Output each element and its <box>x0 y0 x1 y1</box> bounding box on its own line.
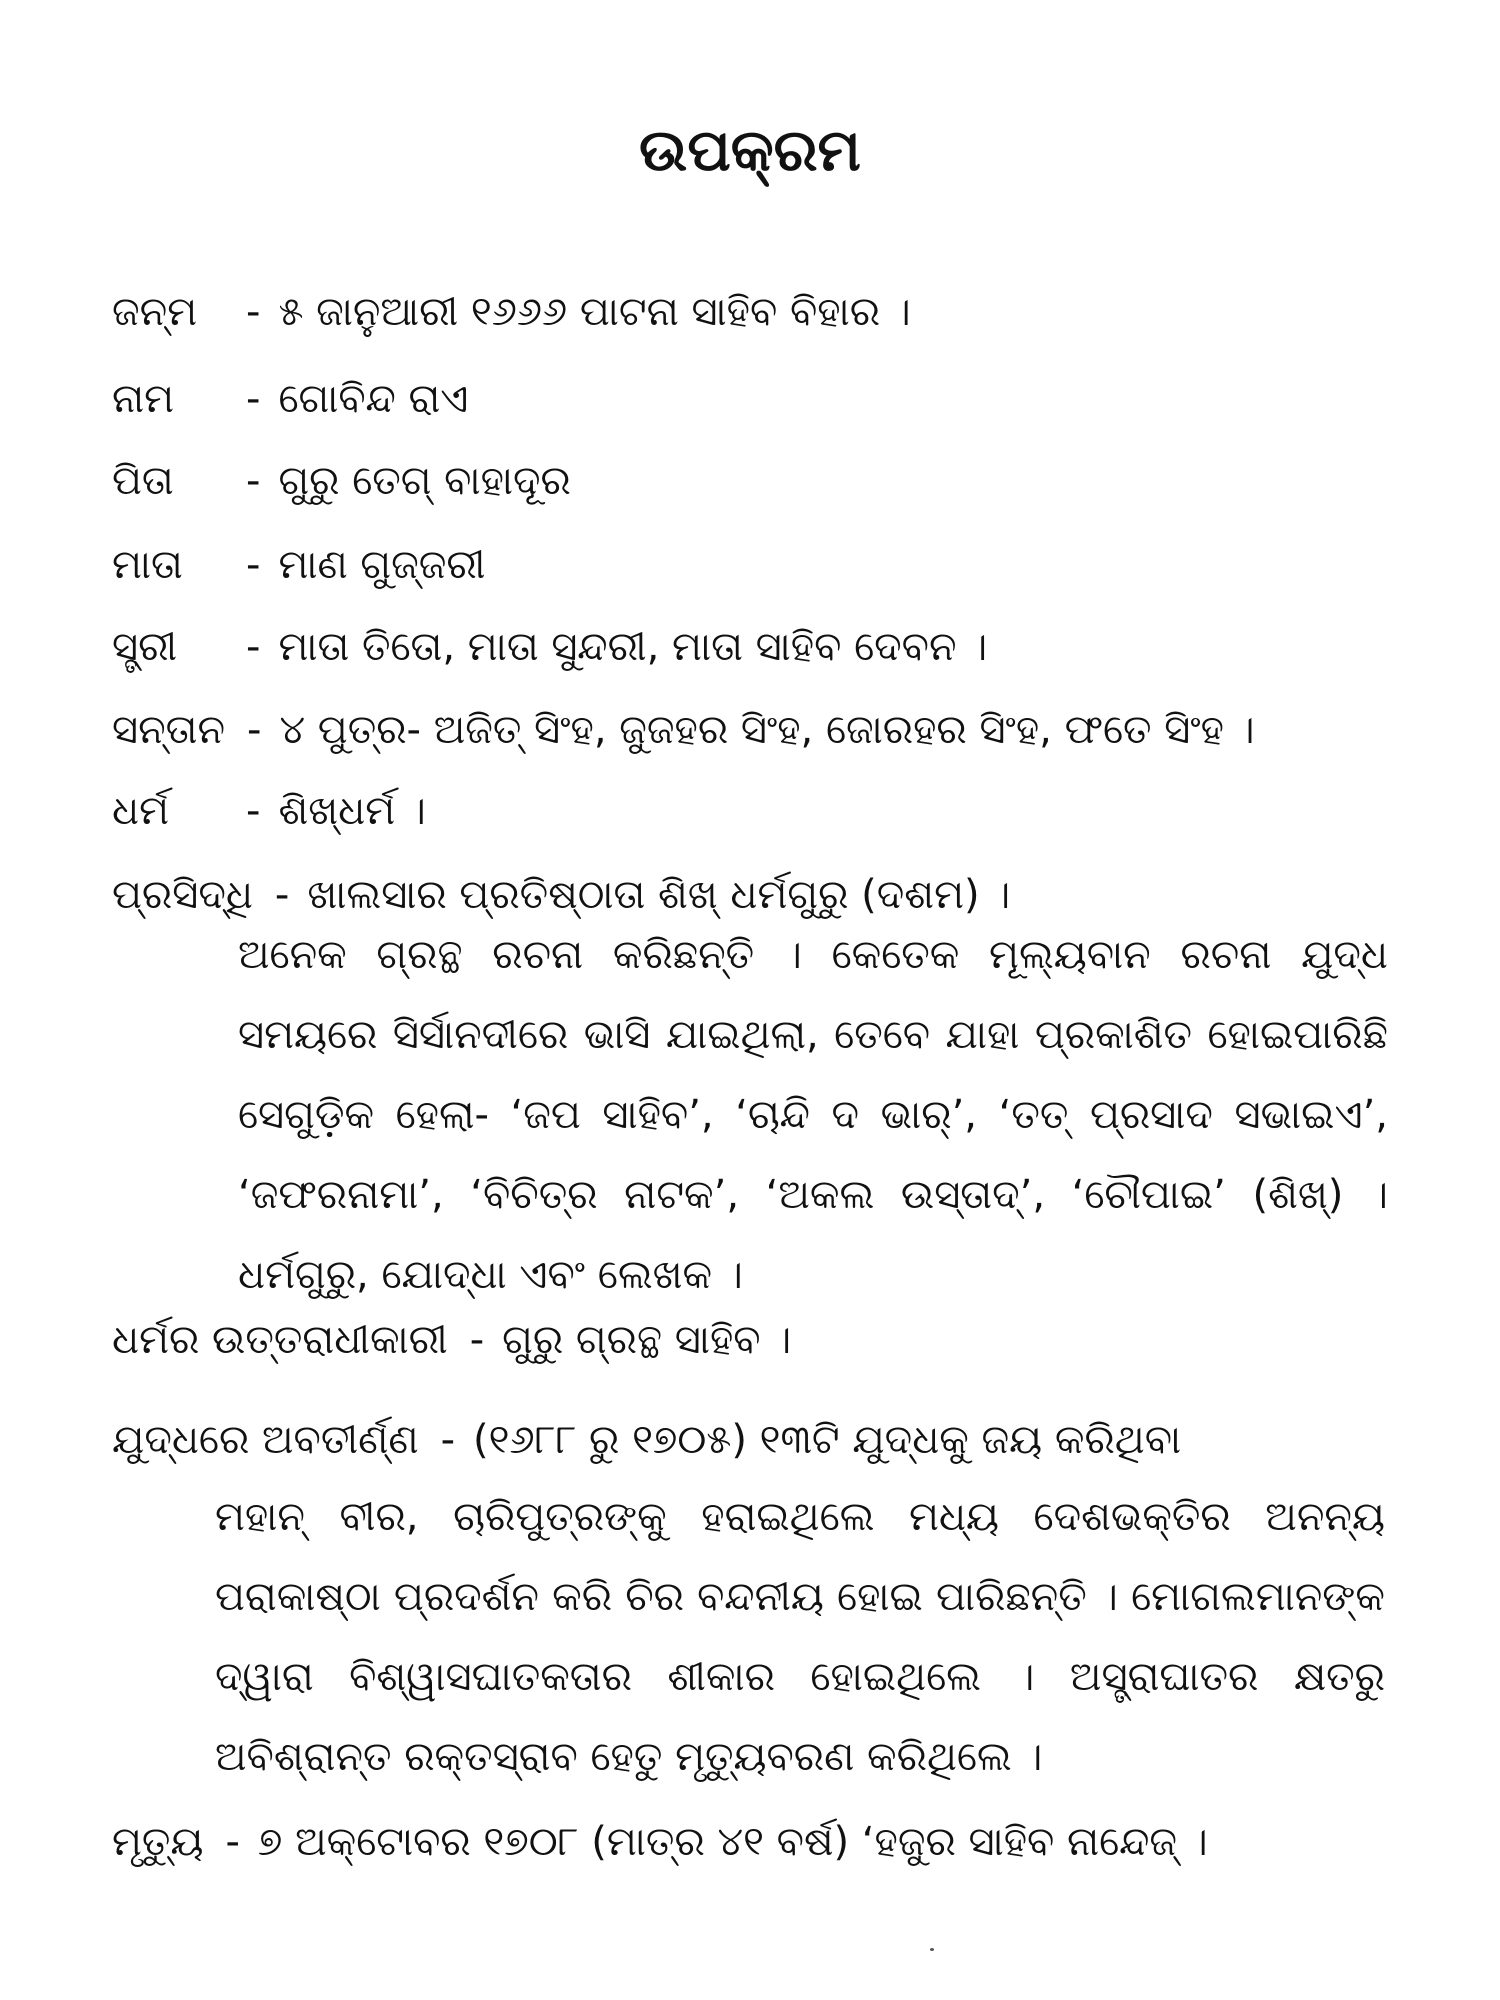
entry-dash: - <box>246 624 261 670</box>
entry-value: ୫ ଜାନୁଆରୀ ୧୬୬୬ ପାଟନା ସାହିବ ବିହାର । <box>278 289 911 335</box>
entry-value: ଗୁରୁ ତେଗ୍ ବାହାଦୂର <box>278 458 571 504</box>
entry-label: ମୃତ୍ୟୁ <box>112 1819 204 1865</box>
entry-label: ସ୍ତ୍ରୀ <box>112 624 178 670</box>
entry-label: ସନ୍ତାନ <box>112 707 225 753</box>
entry-religion <box>112 781 426 841</box>
entry-label: ଧର୍ମର ଉତ୍ତରାଧୀକାରୀ <box>112 1317 448 1363</box>
entry-value: ୭ ଅକ୍ଟୋବର ୧୭୦୮ (ମାତ୍ର ୪୧ ବର୍ଷ) ‘ହଜୁର ସାହିବ ନାନ୍ଦେଜ୍ । <box>257 1819 1208 1865</box>
entry-dash: - <box>225 1819 240 1865</box>
entry-dash: - <box>469 1317 485 1363</box>
entry-dash: - <box>246 458 261 504</box>
entry-children <box>112 700 1255 760</box>
entry-value: ୪ ପୁତ୍ର- ଅଜିତ୍ ସିଂହ, ଜୁଜହର ସିଂହ, ଜୋରହର ସିଂହ, ଫତେ ସିଂହ । <box>279 707 1255 753</box>
fame-detail-paragraph: ଅନେକ ଗ୍ରନ୍ଥ ରଚନା କରିଛନ୍ତି । କେତେକ ମୂଲ୍ୟବାନ ରଚନା ଯୁଦ୍ଧ ସମୟରେ ସିର୍ସାନଦୀରେ ଭାସି ଯାଇଥିଲା, ତେବେ ଯାହା ପ୍ରକାଶିତ ହୋଇପାରିଛି ସେଗୁଡ଼ିକ ହେଲା- ‘ଜପ ସାହିବ’, ‘ଚାନ୍ଦି ଦ ଭାର୍’, ‘ତତ୍ ପ୍ରସାଦ ସଭାଇଏ’, ‘ଜଫରନାମା’, ‘ବିଚିତ୍ର ନାଟକ’, ‘ଅକଲ ଉସ୍ତାଦ୍’, ‘ଚୌପାଇ’ (ଶିଖ୍) । ଧର୍ମଗୁରୁ, ଯୋଦ୍ଧା ଏବଂ ଲେଖକ । <box>238 932 1388 1298</box>
entry-birth <box>112 282 911 342</box>
entry-label: ପ୍ରସିଦ୍ଧି <box>112 872 253 918</box>
entry-war <box>112 1410 1181 1470</box>
entry-label: ପିତା <box>112 458 174 504</box>
entry-value: (୧୬୮୮ ରୁ ୧୭୦୫) ୧୩ଟି ଯୁଦ୍ଧକୁ ଜୟ କରିଥିବା <box>473 1417 1182 1463</box>
entry-successor <box>112 1310 791 1370</box>
print-speck <box>930 1948 934 1951</box>
entry-name <box>112 369 468 429</box>
entry-dash: - <box>246 788 261 834</box>
entry-dash: - <box>246 289 261 335</box>
page-title: ଉପକ୍ରମ <box>639 116 861 184</box>
entry-dash: - <box>246 542 261 588</box>
war-detail-paragraph: ମହାନ୍ ବୀର, ଚାରିପୁତ୍ରଙ୍କୁ ହରାଇଥିଲେ ମଧ୍ୟ ଦେଶଭକ୍ତିର ଅନନ୍ୟ ପରାକାଷ୍ଠା ପ୍ରଦର୍ଶନ କରି ଚିର ବନ୍ଦନୀୟ ହୋଇ ପାରିଛନ୍ତି । ମୋଗଲମାନଙ୍କ ଦ୍ୱାରା ବିଶ୍ୱାସଘାତକତାର ଶୀକାର ହୋଇଥିଲେ । ଅସ୍ତ୍ରାଘାତର କ୍ଷତରୁ ଅବିଶ୍ରାନ୍ତ ରକ୍ତସ୍ରାବ ହେତୁ ମୃତ୍ୟୁବରଣ କରିଥିଲେ । <box>215 1494 1385 1780</box>
entry-death <box>112 1812 1208 1872</box>
entry-mother <box>112 535 485 595</box>
entry-value: ଖାଲସାର ପ୍ରତିଷ୍ଠାତା ଶିଖ୍ ଧର୍ମଗୁରୁ (ଦଶମ) । <box>307 872 1011 918</box>
entry-wives <box>112 617 987 677</box>
entry-father <box>112 451 571 511</box>
entry-label: ଧର୍ମ <box>112 788 169 834</box>
entry-dash: - <box>246 376 261 422</box>
entry-dash: - <box>247 707 262 753</box>
entry-value: ଗୋବିନ୍ଦ ରାଏ <box>278 376 469 422</box>
entry-label: ଯୁଦ୍ଧରେ ଅବତୀର୍ଣ୍ଣ <box>112 1417 419 1463</box>
entry-value: ମାଣ ଗୁଜ୍ଜରୀ <box>278 542 486 588</box>
entry-label: ନାମ <box>112 376 175 422</box>
entry-dash: - <box>440 1417 455 1463</box>
entry-label: ଜନ୍ମ <box>112 289 198 335</box>
entry-label: ମାତା <box>112 542 183 588</box>
entry-dash: - <box>274 872 290 918</box>
entry-value: ଶିଖ୍ଧର୍ମ । <box>278 788 426 834</box>
entry-value: ମାତା ତିତୋ, ମାତା ସୁନ୍ଦରୀ, ମାତା ସାହିବ ଦେବନ । <box>278 624 988 670</box>
entry-value: ଗୁରୁ ଗ୍ରନ୍ଥ ସାହିବ । <box>502 1317 792 1363</box>
